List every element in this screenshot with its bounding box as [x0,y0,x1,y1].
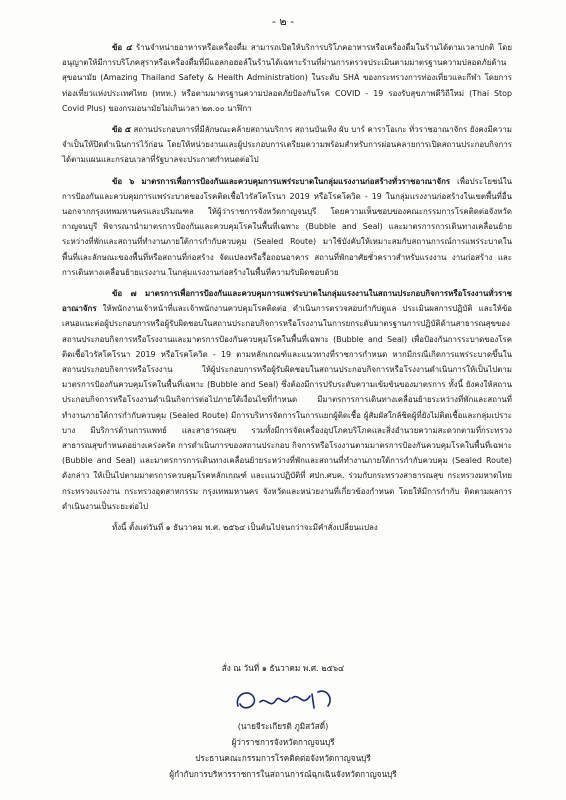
clause-7 [62,286,512,514]
clause-text: ให้พนักงานเจ้าหน้าที่และเจ้าพนักงานควบคุมโรคติดต่อ ดำเนินการตรวจสอบกำกับดูแล ประเมินผลการปฏิบัติ และให้ข้อเสนอแนะต่อผู้ประกอบการหรือผู้รับผิดชอบในสถานประกอบกิจการหรือโรงงานในการยกระดับมาตรฐานการปฏิบัติด้านสาธารณสุขของสถานประกอบกิจการหรือโรงงานและมาตรการป้องกันควบคุมโรคในพื้นที่เฉพาะ (Bubble and Seal) เพื่อป้องกันการระบาดของโรคติดเชื้อไวรัสโคโรนา 2019 หรือโรคโควิด - 19 ตามหลักเกณฑ์และแนวทางที่ราชการกำหนด หากมีกรณีเกิดการแพร่ระบาดขึ้นในสถานประกอบกิจการหรือโรงงาน ให้ผู้ประกอบการหรือผู้รับผิดชอบในสถานประกอบกิจการหรือโรงงานดำเนินการให้เป็นไปตามมาตรการป้องกันควบคุมโรคในพื้นที่เฉพาะ (Bubble and Seal) ซึ่งต้องมีการปรับระดับความเข้มข้นของมาตรการ ทั้งนี้ ยังคงให้สถานประกอบกิจการหรือโรงงานดำเนินกิจการต่อไปภายใต้เงื่อนไขที่กำหนด มีมาตรการการเดินทางเคลื่อนย้ายระหว่างที่พักและสถานที่ทำงานภายใต้การกำกับควบคุม (Sealed Route) มีการบริหารจัดการในการแยกผู้ติดเชื้อ ผู้สัมผัสใกล้ชิดผู้ที่ยังไม่ติดเชื้อและกลุ่มเปราะบาง มีบริการด้านการแพทย์ และสาธารณสุข รวมทั้งมีการจัดเครื่องอุปโภคบริโภคและสิ่งอำนวยความสะดวกตามที่กระทรวงสาธารณสุขกำหนดอย่างเคร่งครัด การดำเนินการของสถานประกอบ กิจการหรือโรงงานตามมาตรการป้องกันควบคุมโรคในพื้นที่เฉพาะ (Bubble and Seal) และมาตรการการเดินทางเคลื่อนย้ายระหว่างที่พักและสถานที่ทำงานภายใต้การกำกับควบคุม (Sealed Route) ดังกล่าว ให้เป็นไปตามมาตรการควบคุมโรคหลักเกณฑ์ และแนวปฏิบัติที่ ศปก.ศบค. ร่วมกับกระทรวงสาธารณสุข กระทรวงมหาดไทย กระทรวงแรงงาน กระทรวงอุตสาหกรรม กรุงเทพมหานคร จังหวัดและหน่วยงานที่เกี่ยวข้องกำหนด โดยให้มีการกำกับ ติดตามผลการดำเนินงานเป็นระยะต่อไป [62,304,512,511]
signer-title-3: ผู้กำกับการบริหารราชการในสถานการณ์ฉุกเฉินจังหวัดกาญจนบุรี [169,769,397,779]
signer-title-2: ประธานคณะกรรมการโรคติดต่อจังหวัดกาญจนบุรี [195,753,371,763]
clause-heading: ข้อ ๕ [112,125,131,135]
order-date: สั่ง ณ วันที่ ๑ ธันวาคม พ.ศ. ๒๕๖๔ [221,663,345,673]
effective-date: ทั้งนี้ ตั้งแต่วันที่ ๑ ธันวาคม พ.ศ. ๒๕๖๔ เป็นต้นไปจนกว่าจะมีคำสั่งเปลี่ยนแปลง [112,523,378,533]
clause-text: เพื่อประโยชน์ในการป้องกันและควบคุมการแพร่ระบาดของโรคติดเชื้อไวรัสโคโรนา 2019 หรือโรคโควิด - 19 ในกลุ่มแรงงานก่อสร้างในเขตพื้นที่อื่นนอกจากกรุงเทพมหานครและปริมณฑล ให้ผู้ว่าราชการจังหวัดกาญจนบุรี โดยความเห็นชอบของคณะกรรมการโรคติดต่อจังหวัดกาญจนบุรี พิจารณานำมาตรการป้องกันและควบคุมโรคในพื้นที่เฉพาะ (Bubble and Seal) และมาตรการการเดินทางเคลื่อนย้ายระหว่างที่พักและสถานที่ทำงานภายใต้การกำกับควบคุม (Sealed Route) มาใช้บังคับให้เหมาะสมกับสถานการณ์การแพร่ระบาดในพื้นที่และลักษณะของพื้นที่หรือสถานที่ก่อสร้าง จัดแปลงหรือรื้อถอนอาคาร สถานที่พักอาศัยชั่วคราวสำหรับแรงงาน งานก่อสร้าง และการเดินทางเคลื่อนย้ายแรงงาน ในกลุ่มแรงงานก่อสร้างในพื้นที่ความรับผิดชอบด้วย [62,176,512,277]
clause-5 [62,122,512,168]
page-number: - ๒ - [271,15,295,28]
signature-image [230,684,340,718]
signer-title-1: ผู้ว่าราชการจังหวัดกาญจนบุรี [231,737,335,747]
clause-text: สถานประกอบการที่มีลักษณะคล้ายสถานบริการ สถานบันเทิง ผับ บาร์ คาราโอเกะ ทั่วราชอาณาจักร ยังคงมีความจำเป็นให้ปิดดำเนินการไว้ก่อน โดยให้หน่วยงานและผู้ประกอบการเตรียมความพร้อมสำหรับการผ่อนคลายการเปิดสถานประกอบกิจการได้ตามแผนและกรอบเวลาที่รัฐบาลจะประกาศกำหนดต่อไป [62,125,512,165]
clause-heading: ข้อ ๔ [112,43,133,52]
clause-4 [62,40,512,116]
signer-name: (นายจีระเกียรติ ภูมิสวัสดิ์) [237,721,329,731]
document-body [62,40,512,541]
clause-text: ร้านจำหน่ายอาหารหรือเครื่องดื่ม สามารถเปิดให้บริการบริโภคอาหารหรือเครื่องดื่มในร้านได้ตามเวลาปกติ โดยอนุญาตให้มีการบริโภคสุราหรือเครื่องดื่มที่มีแอลกอฮอล์ในร้านได้เฉพาะร้านที่ผ่านการตรวจประเมินตามมาตรฐานความปลอดภัยด้านสุขอนามัย (Amazing Thailand Safety & Health Administration) ในระดับ SHA ของกระทรวงการท่องเที่ยวและกีฬา โดยการท่องเที่ยวแห่งประเทศไทย (ททท.) หรือตามมาตรฐานความปลอดภัยป้องกันโรค COVID - 19 รองรับสุขภาพดีวิถีใหม่ (Thai Stop Covid Plus) ของกรมอนามัยไม่เกินเวลา ๒๓.๐๐ นาฬิกา [62,43,512,113]
clause-6 [62,174,512,280]
clause-heading: ข้อ ๖ มาตรการเพื่อการป้องกันและควบคุมการแพร่ระบาดในกลุ่มแรงงานก่อสร้างทั่วราชอาณาจักร [112,176,451,186]
clause-heading: ข้อ ๗ มาตรการเพื่อการป้องกันและควบคุมการแพร่ระบาดในกลุ่มแรงงานในสถานประกอบกิจการหรือโรงงานทั่วราชอาณาจักร [62,289,512,314]
